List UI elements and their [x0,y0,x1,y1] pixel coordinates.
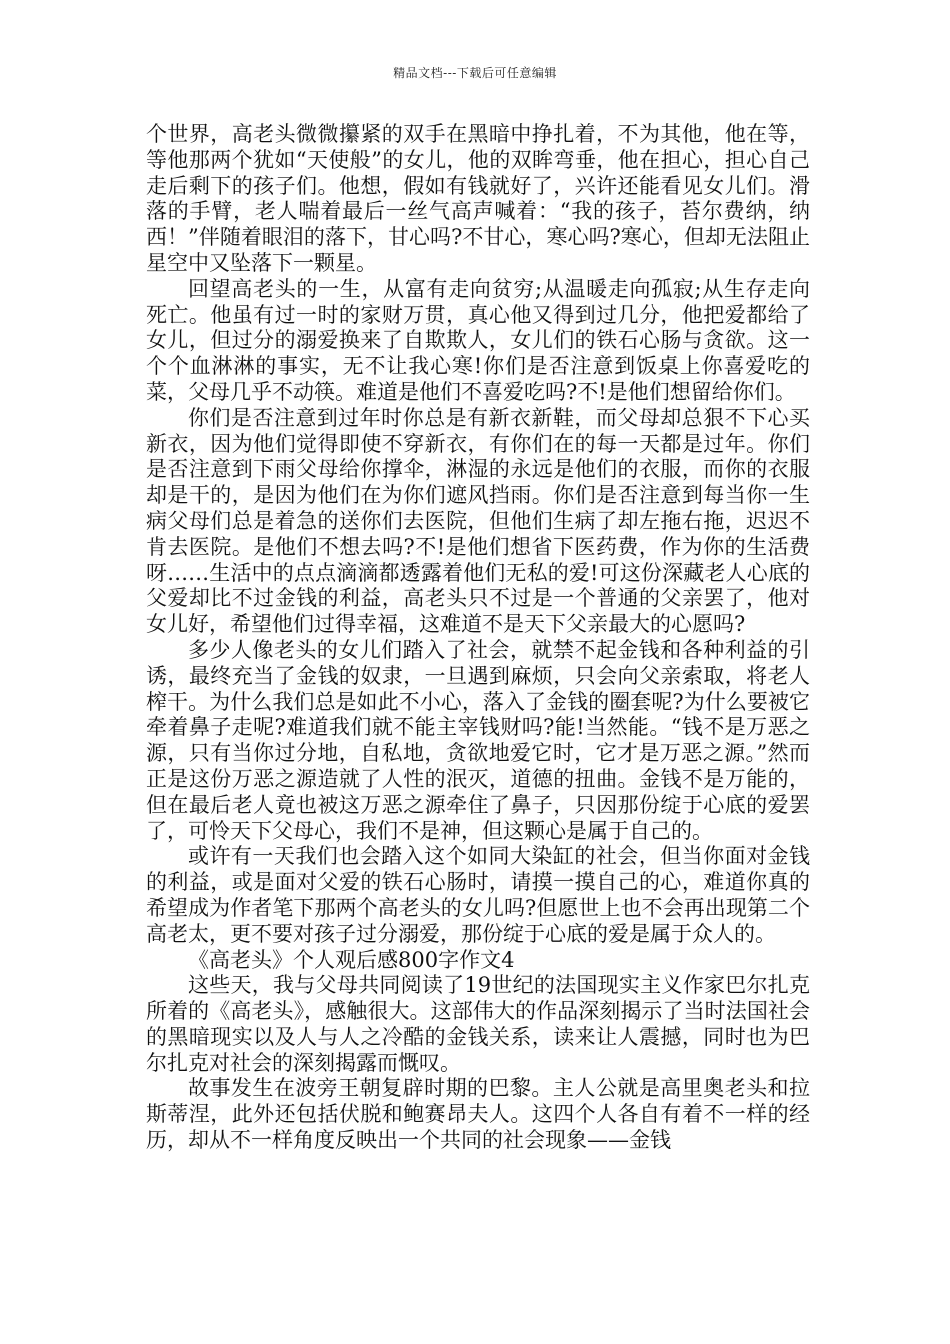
body-paragraph: 个世界，高老头微微攥紧的双手在黑暗中挣扎着，不为其他，他在等，等他那两个犹如“天使般”的女儿，他的双眸弯垂，他在担心，担心自己走后剩下的孩子们。他想，假如有钱就好了，兴许还能看见女儿们。滑落的手臂，老人喘着最后一丝气高声喊着：“我的孩子，苔尔费纳，纳西！”伴随着眼泪的落下，甘心吗?不甘心，寒心吗?寒心，但却无法阻止星空中又坠落下一颗星。 [146,122,810,275]
page-header: 精品文档---下载后可任意编辑 [393,66,557,80]
body-paragraph: 这些天，我与父母共同阅读了19世纪的法国现实主义作家巴尔扎克所着的《高老头》，感触很大。这部伟大的作品深刻揭示了当时法国社会的黑暗现实以及人与人之冷酷的金钱关系，读来让人震撼，同时也为巴尔扎克对社会的深刻揭露而慨叹。 [146,973,810,1075]
body-paragraph: 你们是否注意到过年时你总是有新衣新鞋，而父母却总狠不下心买新衣，因为他们觉得即使不穿新衣，有你们在的每一天都是过年。你们是否注意到下雨父母给你撑伞，淋湿的永远是他们的衣服，而你的衣服却是干的，是因为他们在为你们遮风挡雨。你们是否注意到每当你一生病父母们总是着急的送你们去医院，但他们生病了却左拖右拖，迟迟不肯去医院。是他们不想去吗?不!是他们想省下医药费，作为你的生活费呀……生活中的点点滴滴都透露着他们无私的爱!可这份深藏老人心底的父爱却比不过金钱的利益，高老头只不过是一个普通的父亲罢了，他对女儿好，希望他们过得幸福，这难道不是天下父亲最大的心愿吗? [146,405,810,637]
document-body [146,122,810,1154]
section-title: 《高老头》个人观后感800字作文4 [188,947,515,972]
body-paragraph: 故事发生在波旁王朝复辟时期的巴黎。主人公就是高里奥老头和拉斯蒂涅，此外还包括伏脱和鲍赛昂夫人。这四个人各自有着不一样的经历，却从不一样角度反映出一个共同的社会现象——金钱 [146,1076,810,1153]
body-paragraph: 多少人像老头的女儿们踏入了社会，就禁不起金钱和各种利益的引诱，最终充当了金钱的奴隶，一旦遇到麻烦，只会向父亲索取，将老人榨干。为什么我们总是如此不小心，落入了金钱的圈套呢?为什么要被它牵着鼻子走呢?难道我们就不能主宰钱财吗?能!当然能。“钱不是万恶之源，只有当你过分地，自私地，贪欲地爱它时，它才是万恶之源。”然而正是这份万恶之源造就了人性的泯灭，道德的扭曲。金钱不是万能的，但在最后老人竟也被这万恶之源牵住了鼻子，只因那份绽于心底的爱罢了，可怜天下父母心，我们不是神，但这颗心是属于自己的。 [146,637,810,843]
body-paragraph: 或许有一天我们也会踏入这个如同大染缸的社会，但当你面对金钱的利益，或是面对父爱的铁石心肠时，请摸一摸自己的心，难道你真的希望成为作者笔下那两个高老头的女儿吗?但愿世上也不会再出现第二个高老太，更不要对孩子过分溺爱，那份绽于心底的爱是属于众人的。 [146,844,810,946]
body-paragraph: 回望高老头的一生，从富有走向贫穷;从温暖走向孤寂;从生存走向死亡。他虽有过一时的家财万贯，真心他又得到过几分，他把爱都给了女儿，但过分的溺爱换来了自欺欺人，女儿们的铁石心肠与贪欲。这一个个血淋淋的事实，无不让我心寒!你们是否注意到饭桌上你喜爱吃的菜，父母几乎不动筷。难道是他们不喜爱吃吗?不!是他们想留给你们。 [146,276,810,404]
